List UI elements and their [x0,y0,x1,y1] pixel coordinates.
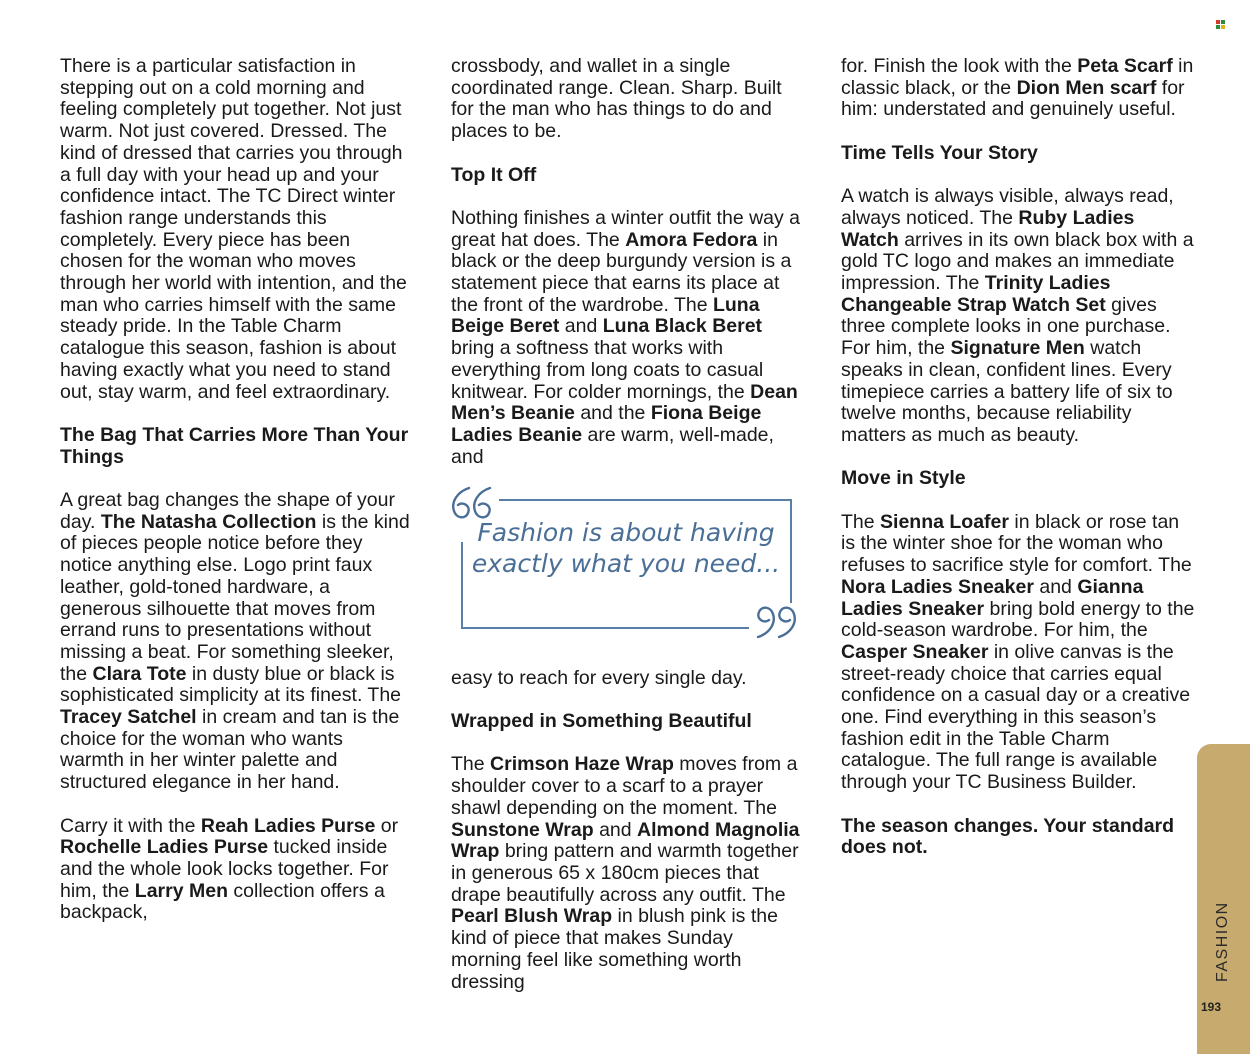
product-dion-scarf: Dion Men scarf [1016,76,1157,99]
product-casper-sneaker: Casper Sneaker [841,640,989,663]
bag-paragraph-2: Carry it with the Reah Ladies Purse or Rochelle Ladies Purse tucked inside and the whole look locks together. For him, the Larry Men collection offers a backpack, [60,814,399,924]
flag-icon [1216,20,1226,29]
product-peta-scarf: Peta Scarf [1077,55,1173,77]
move-paragraph: The Sienna Loafer in black or rose tan is the winter shoe for the woman who refuses to sacrifice style for comfort. The Nora Ladies Sneaker and Gianna Ladies Sneaker bring bold energy to the cold-season wardrobe. For him, the Casper Sneaker in olive canvas is the street-ready choice that carries equal confidence on a casual day or a creative one. Find everything in this season’s fashion edit in the Table Charm catalogue. The full range is available through your TC Business Builder. [841,510,1195,794]
pull-quote [451,490,801,646]
product-gianna-sneaker: Gianna Ladies Sneaker [841,575,1144,620]
wrap-heading: Wrapped in Something Beautiful [451,710,752,733]
product-rochelle-purse: Rochelle Ladies Purse [60,836,269,859]
section-label: FASHION [1214,901,1231,982]
bag-heading: The Bag That Carries More Than Your Things [60,423,409,468]
time-heading: Time Tells Your Story [841,141,1038,164]
product-pearl-blush-wrap: Pearl Blush Wrap [451,905,613,928]
quote-text: Fashion is about having exactly what you need... [471,518,781,578]
column-1 [60,56,410,946]
product-ruby-watch: Ruby Ladies Watch [841,206,1135,251]
wrap-paragraph: The Crimson Haze Wrap moves from a shoulder cover to a scarf to a prayer shawl depending on the moment. The Sunstone Wrap and Almond Magnolia Wrap bring pattern and warmth together in generous 65 x 180cm pieces that drape beautifully across any outfit. The Pearl Blush Wrap in blush pink is the kind of piece that makes Sunday morning feel like something worth dressing [451,753,800,993]
closing-line: The season changes. Your standard does not. [841,814,1175,859]
product-sienna-loafer: Sienna Loafer [880,510,1009,533]
product-luna-black-beret: Luna Black Beret [602,315,763,338]
product-crimson-haze-wrap: Crimson Haze Wrap [490,753,674,776]
column-2 [451,56,801,1015]
bag-paragraph-1: A great bag changes the shape of your day. The Natasha Collection is the kind of pieces people notice before they notice anything else. Logo print faux leather, gold-toned hardware, a generous silhouette that moves from errand runs to presentations without missing a beat. For something sleeker, the Clara Tote in dusty blue or black is sophisticated simplicity at its finest. The Tracey Satchel in cream and tan is the choice for the woman who wants warmth in her winter palette and structured elegance in her hand. [60,489,410,794]
product-tracey-satchel: Tracey Satchel [60,706,197,729]
hat-paragraph: Nothing finishes a winter outfit the way a great hat does. The Amora Fedora in black or the deep burgundy version is a statement piece that earns its place at the front of the wardrobe. The Luna Beige Beret and Luna Black Beret bring a softness that works with everything from long coats to casual knitwear. For colder mornings, the Dean Men’s Beanie and the Fiona Beige Ladies Beanie are warm, well-made, and [451,206,801,468]
column-3 [841,56,1196,881]
intro-paragraph: There is a particular satisfaction in stepping out on a cold morning and feeling completely put together. Not just warm. Not just covered. Dressed. The kind of dressed that carries you through a full day with your head up and your confidence intact. The TC Direct winter fashion range understands this completely. Every piece has been chosen for the woman who moves through her world with intention, and the man who carries himself with the same steady pride. In the Table Charm catalogue this season, fashion is about having exactly what you need to stand out, stay warm, and feel extraordinary. [60,55,407,403]
product-luna-beige-beret: Luna Beige Beret [451,293,760,338]
page-number: 193 [1200,1000,1222,1014]
close-quote-icon [753,601,799,641]
product-trinity-watch-set: Trinity Ladies Changeable Strap Watch Set [841,272,1111,316]
product-signature-men: Signature Men [950,337,1085,360]
time-paragraph: A watch is always visible, always read, always noticed. The Ruby Ladies Watch arrives in its own black box with a gold TC logo and makes an immediate impression. The Trinity Ladies Changeable Strap Watch Set gives three complete looks in one purchase. For him, the Signature Men watch speaks in clean, confident lines. Every timepiece carries a battery life of six to twelve months, because reliability matters as much as beauty. [841,185,1194,446]
hat-continuation: easy to reach for every single day. [451,666,747,689]
product-dean-beanie: Dean Men’s Beanie [451,380,798,425]
product-clara-tote: Clara Tote [92,662,187,685]
product-sunstone-wrap: Sunstone Wrap [451,818,594,841]
product-almond-magnolia-wrap: Almond Magnolia Wrap [451,818,800,863]
product-amora-fedora: Amora Fedora [625,228,758,251]
product-natasha-collection: The Natasha Collection [100,510,317,533]
wrap-continuation: for. Finish the look with the Peta Scarf in classic black, or the Dion Men scarf for him: understated and genuinely useful. [841,55,1194,121]
product-larry-men: Larry Men [134,879,228,902]
move-heading: Move in Style [841,467,966,490]
product-fiona-beanie: Fiona Beige Ladies Beanie [451,402,762,446]
product-nora-sneaker: Nora Ladies Sneaker [841,575,1034,598]
hat-heading: Top It Off [451,163,537,186]
bag-continuation: crossbody, and wallet in a single coordinated range. Clean. Sharp. Built for the man who has things to do and places to be. [451,55,782,143]
product-reah-purse: Reah Ladies Purse [200,814,376,837]
